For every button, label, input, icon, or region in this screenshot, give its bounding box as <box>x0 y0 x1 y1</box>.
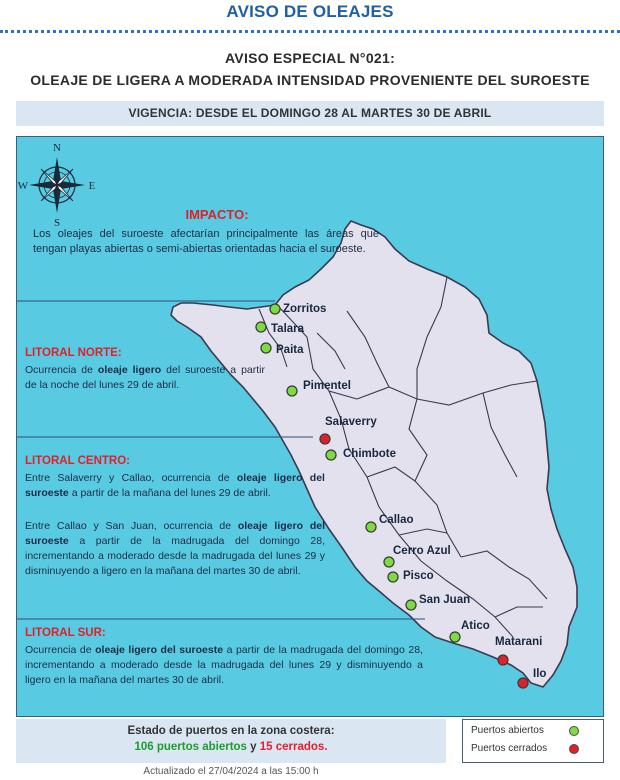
port-status-summary <box>16 719 446 763</box>
port-label-san-juan: San Juan <box>419 594 471 606</box>
port-label-zorritos: Zorritos <box>283 303 327 315</box>
zone-centro-text-2 <box>25 519 325 579</box>
zone-sur-bold: oleaje ligero del suroeste <box>95 644 224 656</box>
zone-norte-text-part: del suroeste a partir de la noche del lunes 29 de abril. <box>25 364 265 391</box>
port-label-chimbote: Chimbote <box>343 448 397 460</box>
updated-timestamp: Actualizado el 27/04/2024 a las 15:00 h <box>143 766 319 777</box>
port-marker-callao[interactable] <box>366 522 376 532</box>
impacto-title: IMPACTO: <box>185 207 249 222</box>
zone-centro-bold: oleaje ligero del suroeste <box>25 520 325 547</box>
compass-n: N <box>53 142 61 154</box>
port-marker-zorritos[interactable] <box>270 304 280 314</box>
port-marker-ilo[interactable] <box>518 678 528 688</box>
port-label-matarani: Matarani <box>495 636 543 648</box>
vigencia-banner: VIGENCIA: DESDE EL DOMINGO 28 AL MARTES 30 DE ABRIL <box>16 101 604 126</box>
status-counts <box>16 737 446 753</box>
port-marker-pisco[interactable] <box>388 572 398 582</box>
map-panel <box>16 136 604 717</box>
port-label-pisco: Pisco <box>403 570 434 582</box>
port-marker-atico[interactable] <box>450 632 460 642</box>
port-label-callao: Callao <box>379 514 414 526</box>
port-label-atico: Atico <box>461 620 490 632</box>
compass-e: E <box>88 180 96 192</box>
legend-open-dot <box>569 726 579 736</box>
status-connector: y <box>246 741 260 753</box>
port-label-pimentel: Pimentel <box>303 380 351 392</box>
zone-sur-text <box>25 643 423 688</box>
port-label-paita: Paita <box>276 344 304 356</box>
zone-norte-text-part: Ocurrencia de <box>25 364 98 376</box>
zone-centro-bold: oleaje ligero del suroeste <box>25 472 325 499</box>
zone-centro-text-part: a partir de la mañana del lunes 29 de abril. <box>68 487 271 499</box>
page-title: AVISO DE OLEAJES <box>226 2 394 21</box>
port-marker-paita[interactable] <box>261 343 271 353</box>
zone-sur-text-part: a partir de la madrugada del domingo 28, incrementando a moderado desde la madrugada del lunes 29 y disminuyendo a ligero en la mañana del martes 30 de abril. <box>25 644 423 686</box>
port-label-talara: Talara <box>271 323 305 335</box>
port-label-salaverry: Salaverry <box>325 416 377 428</box>
legend-closed-label: Puertos cerrados <box>471 743 548 754</box>
compass-s: S <box>53 217 61 227</box>
zone-sur-title: LITORAL SUR: <box>25 627 106 639</box>
zone-centro-title: LITORAL CENTRO: <box>25 455 130 467</box>
aviso-number: AVISO ESPECIAL N°021: <box>224 50 396 66</box>
zone-sur-text-part: Ocurrencia de <box>25 644 96 656</box>
status-label: Estado de puertos en la zona costera: <box>127 725 335 737</box>
impacto-text: Los oleajes del suroeste afectarían principalmente las áreas que tengan playas abiertas o semi-abiertas orientadas hacia el suroeste. <box>33 228 379 255</box>
map-legend <box>462 719 604 763</box>
closed-count: 15 cerrados. <box>259 741 328 753</box>
port-marker-san-juan[interactable] <box>406 600 416 610</box>
port-marker-cerro-azul[interactable] <box>384 557 394 567</box>
port-marker-matarani[interactable] <box>498 655 508 665</box>
zone-centro-text-part: a partir de la madrugada del domingo 28, incrementando a moderado desde la madrugada del lunes 29 y disminuyendo a ligero en la mañana del martes 30 de abril. <box>25 535 325 577</box>
zone-norte-bold: oleaje ligero <box>97 364 162 376</box>
legend-closed-dot <box>569 744 579 754</box>
aviso-subtitle: OLEAJE DE LIGERA A MODERADA INTENSIDAD PROVENIENTE DEL SUROESTE <box>30 72 590 88</box>
port-marker-salaverry[interactable] <box>320 434 330 444</box>
port-label-cerro-azul: Cerro Azul <box>393 545 451 557</box>
port-marker-talara[interactable] <box>256 322 266 332</box>
zone-norte-title: LITORAL NORTE: <box>25 347 122 359</box>
zone-centro-text-1 <box>25 471 325 501</box>
zone-centro-text-part: Entre Callao y San Juan, ocurrencia de <box>25 520 238 532</box>
legend-open-label: Puertos abiertos <box>471 725 544 736</box>
compass-w: W <box>17 180 29 192</box>
zone-norte-text <box>25 363 265 393</box>
open-count: 106 puertos abiertos <box>134 741 247 753</box>
title-divider <box>0 30 620 33</box>
port-marker-pimentel[interactable] <box>287 386 297 396</box>
port-label-ilo: Ilo <box>533 668 547 680</box>
zone-centro-text-part: Entre Salaverry y Callao, ocurrencia de <box>25 472 237 484</box>
port-marker-chimbote[interactable] <box>326 450 336 460</box>
